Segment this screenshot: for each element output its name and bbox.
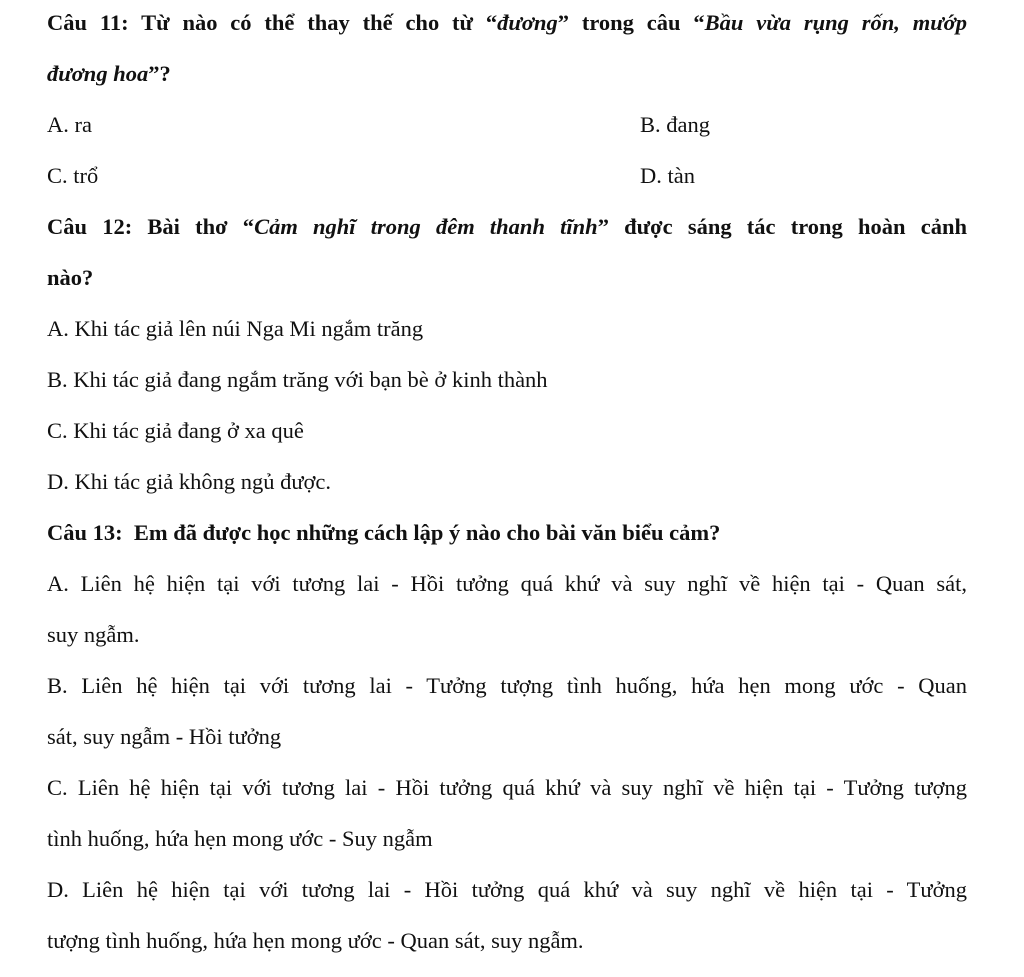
- question-12-stem-post: ” được sáng tác trong hoàn cảnh: [597, 214, 968, 239]
- question-12-option-c: C. Khi tác giả đang ở xa quê: [47, 418, 304, 443]
- question-12-number: Câu 12:: [47, 214, 133, 239]
- question-13-stem-text: Em đã được học những cách lập ý nào cho bài văn biểu cảm?: [133, 520, 721, 545]
- question-11-quote-part1: Bầu vừa rụng rốn, mướp: [704, 10, 968, 35]
- question-12-stem-line1: [47, 216, 967, 239]
- question-11-option-b: B. đang: [640, 112, 710, 137]
- question-13-stem: [47, 522, 720, 545]
- question-11-stem-line2: [47, 63, 171, 86]
- question-11-option-a: A. ra: [47, 112, 92, 137]
- question-13-option-c-line1: C. Liên hệ hiện tại với tương lai - Hồi tưởng quá khứ và suy nghĩ về hiện tại - Tưởng tượng: [47, 775, 967, 800]
- question-11-quote-part2: đương hoa: [47, 61, 149, 86]
- question-12-poem-title: Cảm nghĩ trong đêm thanh tĩnh: [254, 214, 598, 239]
- question-13-option-b-line2: sát, suy ngẫm - Hồi tưởng: [47, 724, 282, 749]
- question-13-option-b-line1: B. Liên hệ hiện tại với tương lai - Tưởng tượng tình huống, hứa hẹn mong ước - Quan: [47, 673, 967, 698]
- question-11-stem-post: ”?: [148, 61, 171, 86]
- question-12-stem-line2: nào?: [47, 265, 94, 290]
- question-11-stem-pre: Từ nào có thể thay thế cho từ “: [141, 10, 498, 35]
- question-11-option-d: D. tàn: [640, 163, 695, 188]
- question-11-number: Câu 11:: [47, 10, 129, 35]
- question-13-option-c-line2: tình huống, hứa hẹn mong ước - Suy ngẫm: [47, 826, 433, 851]
- question-11-target-word: đương: [497, 10, 558, 35]
- question-11-option-c: C. trổ: [47, 163, 99, 188]
- question-13-option-d-line2: tượng tình huống, hứa hẹn mong ước - Quan sát, suy ngẫm.: [47, 928, 584, 953]
- question-13-option-a-line2: suy ngẫm.: [47, 622, 140, 647]
- question-13-option-d-line1: D. Liên hệ hiện tại với tương lai - Hồi tưởng quá khứ và suy nghĩ về hiện tại - Tưởng: [47, 877, 967, 902]
- question-11-stem-mid: ” trong câu “: [557, 10, 705, 35]
- question-13-option-a-line1: A. Liên hệ hiện tại với tương lai - Hồi tưởng quá khứ và suy nghĩ về hiện tại - Quan sát,: [47, 571, 967, 596]
- question-11-stem-line1: [47, 12, 967, 35]
- question-12-stem-pre: Bài thơ “: [147, 214, 255, 239]
- question-12-option-a: A. Khi tác giả lên núi Nga Mi ngắm trăng: [47, 316, 424, 341]
- question-13-number: Câu 13:: [47, 520, 123, 545]
- question-12-option-d: D. Khi tác giả không ngủ được.: [47, 469, 332, 494]
- question-12-option-b: B. Khi tác giả đang ngắm trăng với bạn bè ở kinh thành: [47, 367, 548, 392]
